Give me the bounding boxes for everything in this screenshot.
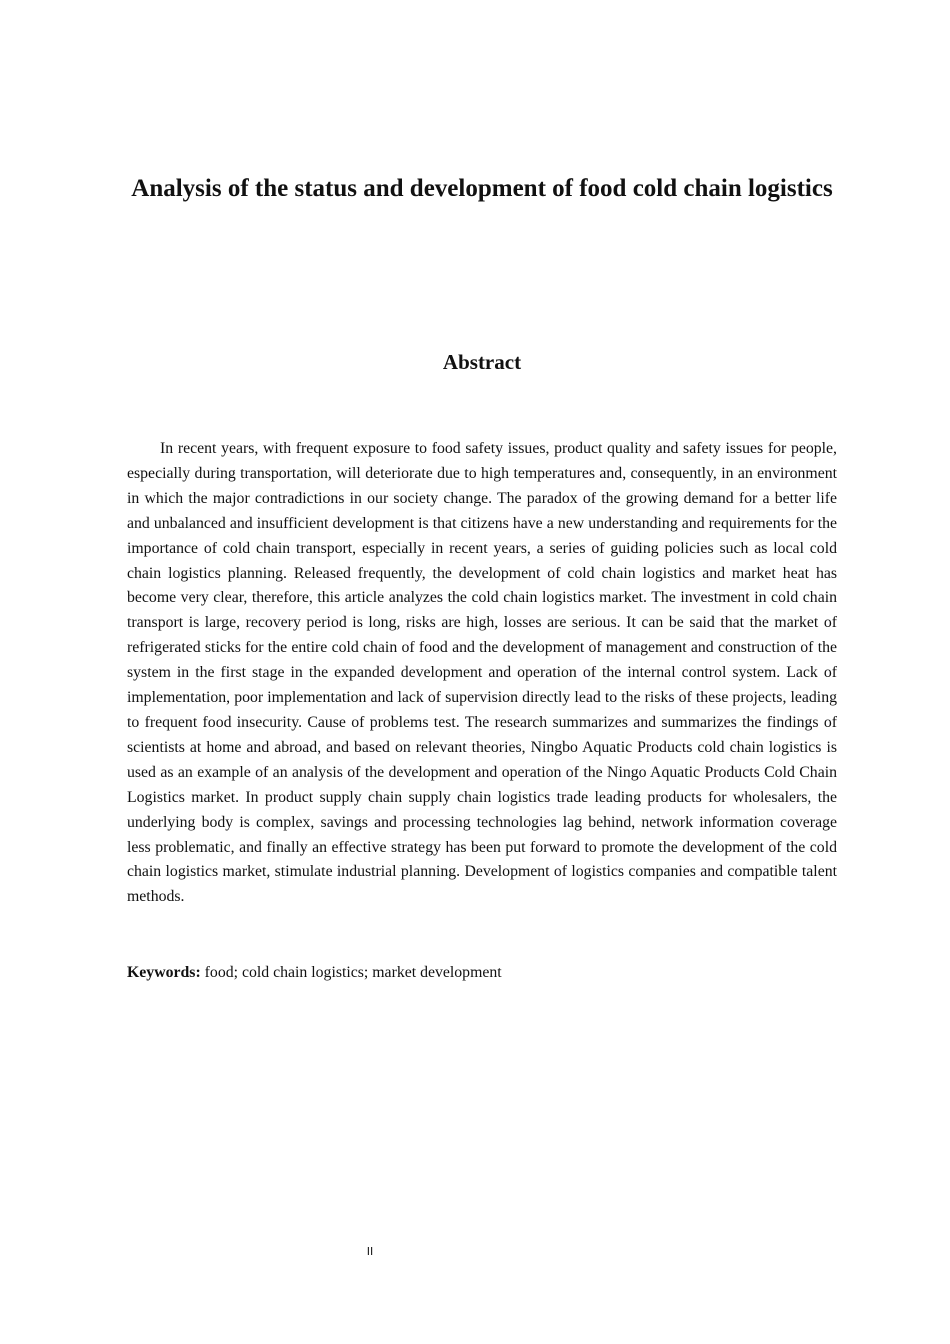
page-number: II xyxy=(366,1245,374,1258)
abstract-paragraph: In recent years, with frequent exposure to food safety issues, product quality and safety issues for people, especially during transportation, will deteriorate due to high temperatures and, consequently, in an environment in which the major contradictions in our society change. The paradox of the growing demand for a better life and unbalanced and insufficient development is that citizens have a new understanding and requirements for the importance of cold chain transport, especially in recent years, a series of guiding policies such as local cold chain logistics planning. Released frequently, the development of cold chain logistics and market heat has become very clear, therefore, this article analyzes the cold chain logistics market. The investment in cold chain transport is large, recovery period is long, risks are high, losses are serious. It can be said that the market of refrigerated sticks for the entire cold chain of food and the development of management and construction of the system in the first stage in the expanded development and operation of the internal control system. Lack of implementation, poor implementation and lack of supervision directly lead to the risks of these projects, leading to frequent food insecurity. Cause of problems test. The research summarizes and summarizes the findings of scientists at home and abroad, and based on relevant theories, Ningbo Aquatic Products cold chain logistics is used as an example of an analysis of the development and operation of the Ningo Aquatic Products Cold Chain Logistics market. In product supply chain supply chain logistics trade leading products for wholesalers, the underlying body is complex, savings and processing technologies lag behind, network information coverage less problematic, and finally an effective strategy has been put forward to promote the development of the cold chain logistics market, stimulate industrial planning. Development of logistics companies and compatible talent methods. xyxy=(127,440,837,906)
abstract-heading: Abstract xyxy=(442,350,522,374)
keywords-label: Keywords: xyxy=(127,964,201,981)
document-title: Analysis of the status and development of food cold chain logistics xyxy=(131,175,833,202)
keywords-value: food; cold chain logistics; market development xyxy=(204,964,502,981)
keywords-line xyxy=(127,960,837,985)
